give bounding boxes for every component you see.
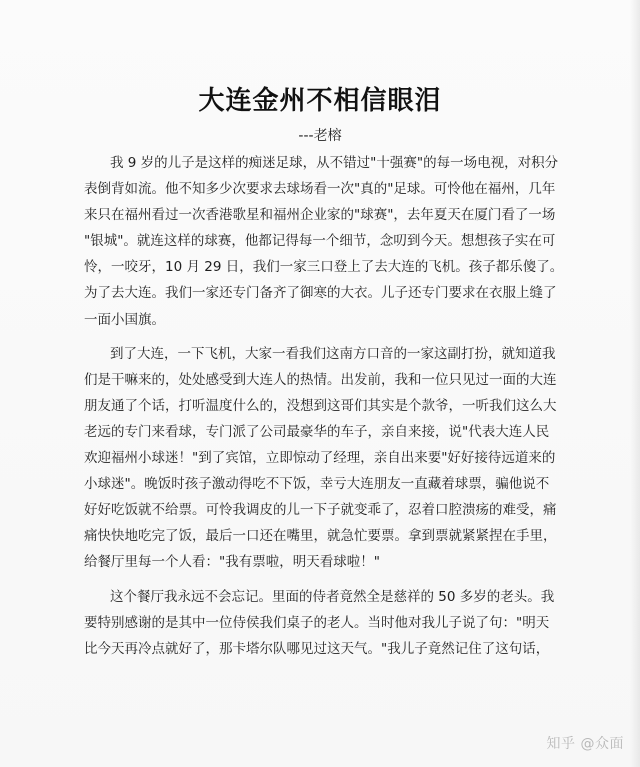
article-author: ---老榕 <box>298 128 342 144</box>
text-line: "银城"。就连这样的球赛，他都记得每一个细节，念叨到今天。想想孩子实在可 <box>84 233 556 250</box>
text-line: 来只在福州看过一次香港歌星和福州企业家的"球赛"，去年夏天在厦门看了一场 <box>84 207 556 224</box>
text-line: 欢迎福州小球迷！"到了宾馆，立即惊动了经理，亲自出来要"好好接待远道来的 <box>84 450 556 467</box>
text-line: 一面小国旗。 <box>84 311 165 328</box>
text-line: 要特别感谢的是其中一位侍侯我们桌子的老人。当时他对我儿子说了句："明天 <box>84 614 550 631</box>
paragraph <box>84 150 564 333</box>
article-title: 大连金州不相信眼泪 <box>198 86 442 116</box>
text-line: 给餐厅里每一个人看："我有票啦，明天看球啦！" <box>84 554 380 571</box>
text-line: 怜，一咬牙，10 月 29 日，我们一家三口登上了去大连的飞机。孩子都乐傻了。 <box>84 259 564 276</box>
zhihu-watermark: 知乎 @众面 <box>546 736 624 752</box>
text-line: 比今天再冷点就好了，那卡塔尔队哪见过这天气。"我儿子竟然记住了这句话， <box>84 640 550 657</box>
text-line: 小球迷"。晚饭时孩子激动得吃不下饭，幸亏大连朋友一直藏着球票，骗他说不 <box>84 476 550 493</box>
text-line: 这个餐厅我永远不会忘记。里面的侍者竟然全是慈祥的 50 多岁的老头。我 <box>110 588 555 605</box>
article-body <box>84 150 564 670</box>
text-line: 我 9 岁的儿子是这样的痴迷足球，从不错过"十强赛"的每一场电视，对积分 <box>110 155 559 171</box>
paragraph <box>84 341 557 576</box>
text-line: 痛快快地吃完了饭，最后一口还在嘴里，就急忙要票。拿到票就紧紧捏在手里， <box>84 528 557 545</box>
text-line: 们是干嘛来的，处处感受到大连人的热情。出发前，我和一位只见过一面的大连 <box>84 371 557 388</box>
text-line: 到了大连，一下飞机，大家一看我们这南方口音的一家这副打扮，就知道我 <box>110 345 556 362</box>
text-line: 朋友通了个话，打听温度什么的，没想到这哥们其实是个款爷，一听我们这么大 <box>84 397 557 414</box>
text-line: 为了去大连。我们一家还专门备齐了御寒的大衣。儿子还专门要求在衣服上缝了 <box>84 285 557 302</box>
text-line: 老远的专门来看球，专门派了公司最豪华的车子，亲自来接，说"代表大连人民 <box>84 423 550 440</box>
text-line: 好好吃饭就不给票。可怜我调皮的儿一下子就变乖了，忍着口腔溃疡的难受，痛 <box>84 502 557 519</box>
text-line: 表倒背如流。他不知多少次要求去球场看一次"真的"足球。可怜他在福州，几年 <box>84 181 556 198</box>
paragraph <box>84 584 554 662</box>
